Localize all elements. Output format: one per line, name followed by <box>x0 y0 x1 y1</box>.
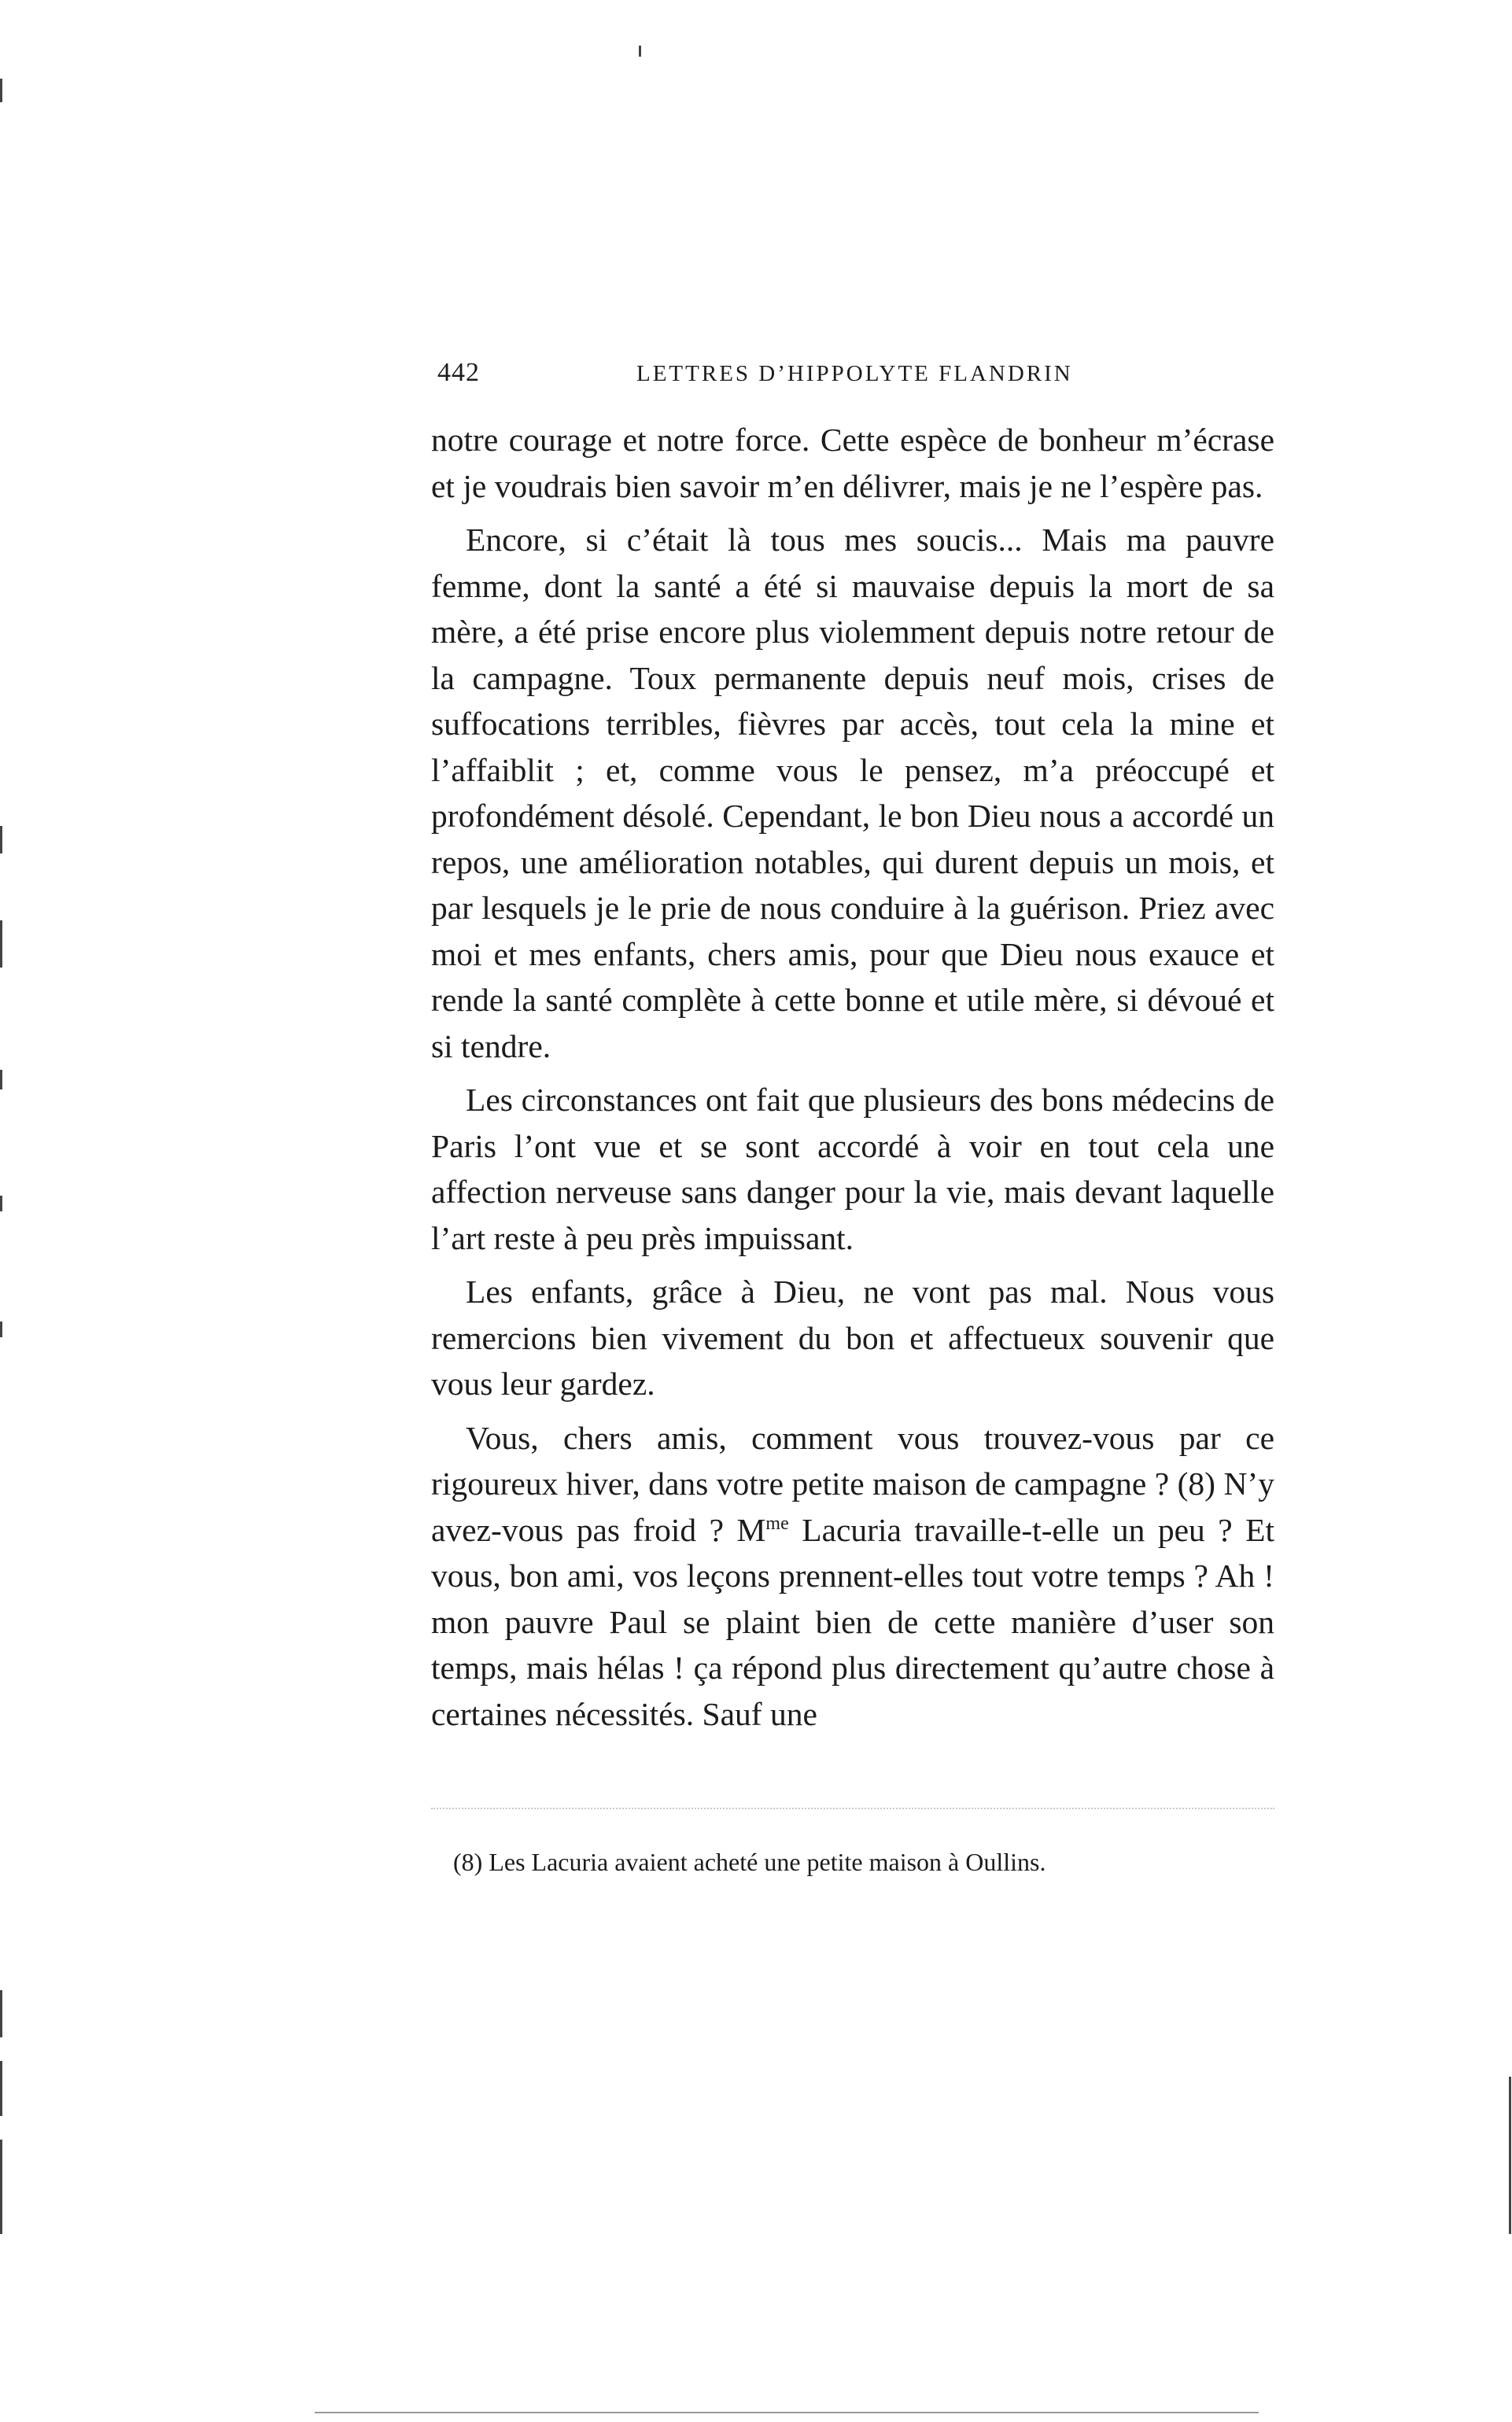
scan-edge-mark <box>0 1990 2 2037</box>
paragraph: Les enfants, grâce à Dieu, ne vont pas mal. Nous vous remercions bien vivement du bon et affectueux souvenir que vous leur gardez. <box>431 1274 1274 1402</box>
scan-edge-mark <box>0 1196 2 1211</box>
paragraph: Les circonstances ont fait que plusieurs des bons médecins de Paris l’ont vue et se sont accordé à voir en tout cela une affection nerveuse sans danger pour la vie, mais devant laquelle l’art reste à peu près impuissant. <box>431 1082 1274 1256</box>
footnote-separator <box>431 1808 1274 1809</box>
scan-bottom-edge <box>315 2412 1259 2413</box>
paragraph-text: Lacuria travaille-t-elle un peu ? Et vous, bon ami, vos leçons prennent-elles tout votre temps ? Ah ! mon pauvre Paul se plaint bien de cette manière d’user son temps, mais hélas ! ça répond plus directement qu’autre chose à certaines nécessités. Sauf une <box>431 1511 1274 1732</box>
footnote: (8) Les Lacuria avaient acheté une petite maison à Oullins. <box>453 1848 1046 1876</box>
scan-edge-mark <box>0 2140 2 2203</box>
scan-mark <box>639 46 641 57</box>
scan-edge-mark <box>0 2061 2 2116</box>
paragraph <box>431 1415 1274 1738</box>
page-number: 442 <box>437 358 480 387</box>
paragraph-text: Vous, chers amis, comment vous trouvez-vous par ce rigoureux hiver, dans votre petite maison de campagne ? (8) N’y avez-vous pas froid ? M <box>431 1419 1274 1548</box>
superscript-abbreviation: me <box>765 1513 789 1534</box>
scan-edge-mark <box>0 920 2 968</box>
scan-edge-mark <box>1509 2077 1511 2234</box>
running-header <box>437 358 1274 397</box>
scan-edge-mark <box>0 2203 2 2234</box>
body-text <box>431 417 1274 1745</box>
scan-edge-mark <box>0 79 2 102</box>
scan-edge-mark <box>0 1070 2 1089</box>
paragraph: Encore, si c’était là tous mes soucis... Mais ma pauvre femme, dont la santé a été si mauvaise depuis la mort de sa mère, a été prise encore plus violemment depuis notre retour de la campagne. Toux permanente depuis neuf mois, crises de suffocations terribles, fièvres par accès, tout cela la mine et l’affaiblit ; et, comme vous le pensez, m’a préoccupé et profondément désolé. Cependant, le bon Dieu nous a accordé un repos, une amélioration notables, qui durent depuis un mois, et par lesquels je le prie de nous conduire à la guérison. Priez avec moi et mes enfants, chers amis, pour que Dieu nous exauce et rende la santé complète à cette bonne et utile mère, si dévoué et si tendre. <box>431 522 1274 1064</box>
scan-edge-mark <box>0 1322 2 1337</box>
scan-edge-mark <box>0 826 2 853</box>
running-title: LETTRES D’HIPPOLYTE FLANDRIN <box>636 361 1073 386</box>
paragraph: notre courage et notre force. Cette espèce de bonheur m’écrase et je voudrais bien savoir m’en délivrer, mais je ne l’espère pas. <box>431 422 1274 504</box>
